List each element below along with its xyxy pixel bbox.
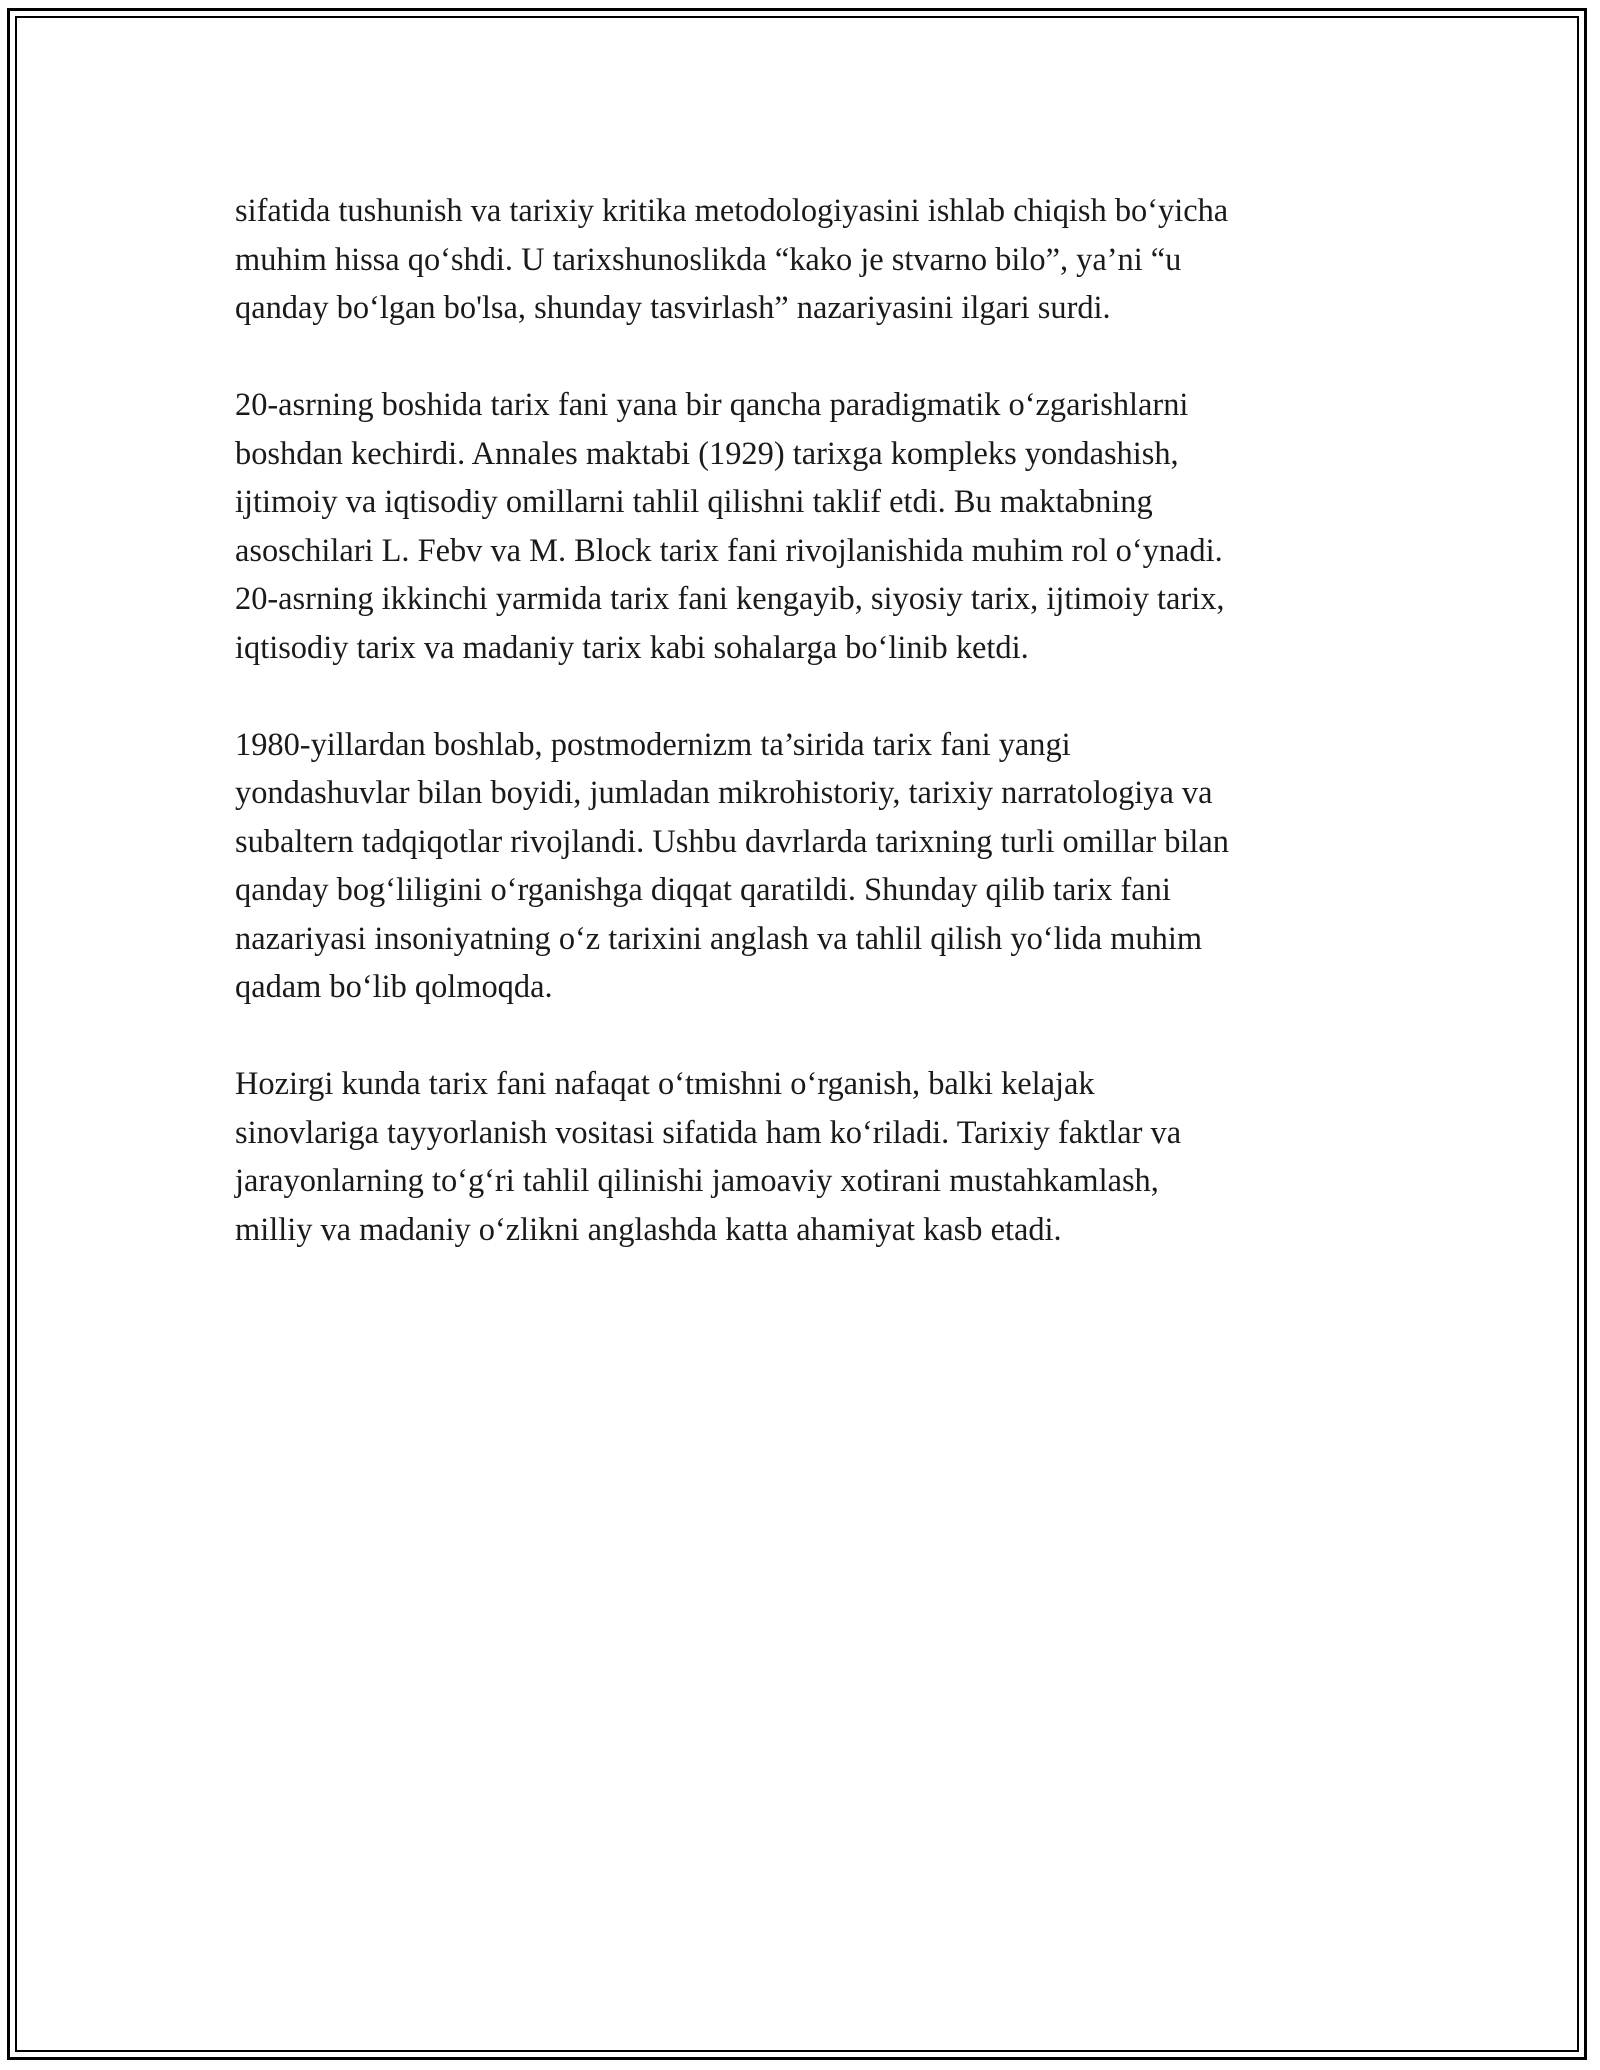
paragraph-1: sifatida tushunish va tarixiy kritika metodologiyasini ishlab chiqish bo‘yicha muhim hissa qo‘shdi. U tarixshunoslikda “kako je stvarno bilo”, ya’ni “u qanday bo‘lgan bo'lsa, shunday tasvirlash” nazariyasini ilgari surdi. xyxy=(235,193,1229,326)
paragraph-4: Hozirgi kunda tarix fani nafaqat o‘tmishni o‘rganish, balki kelajak sinovlariga tayyorlanish vositasi sifatida ham ko‘riladi. Tarixiy faktlar va jarayonlarning to‘g‘ri tahlil qilinishi jamoaviy xotirani mustahkamlash, milliy va madaniy o‘zlikni anglashda katta ahamiyat kasb etadi. xyxy=(235,1066,1182,1248)
paragraph-2: 20-asrning boshida tarix fani yana bir qancha paradigmatik o‘zgarishlarni boshdan kechirdi. Annales maktabi (1929) tarixga kompleks yondashish, ijtimoiy va iqtisodiy omillarni tahlil qilishni taklif etdi. Bu maktabning asoschilari L. Febv va M. Block tarix fani rivojlanishida muhim rol o‘ynadi. 20-asrning ikkinchi yarmida tarix fani kengayib, siyosiy tarix, ijtimoiy tarix, iqtisodiy tarix va madaniy tarix kabi sohalarga bo‘linib ketdi. xyxy=(235,387,1225,666)
document-body xyxy=(235,187,1375,1303)
paragraph-3: 1980-yillardan boshlab, postmodernizm ta’sirida tarix fani yangi yondashuvlar bilan boyidi, jumladan mikrohistoriy, tarixiy narratologiya va subaltern tadqiqotlar rivojlandi. Ushbu davrlarda tarixning turli omillar bilan qanday bog‘liligini o‘rganishga diqqat qaratildi. Shunday qilib tarix fani nazariyasi insoniyatning o‘z tarixini anglash va tahlil qilish yo‘lida muhim qadam bo‘lib qolmoqda. xyxy=(235,726,1229,1005)
